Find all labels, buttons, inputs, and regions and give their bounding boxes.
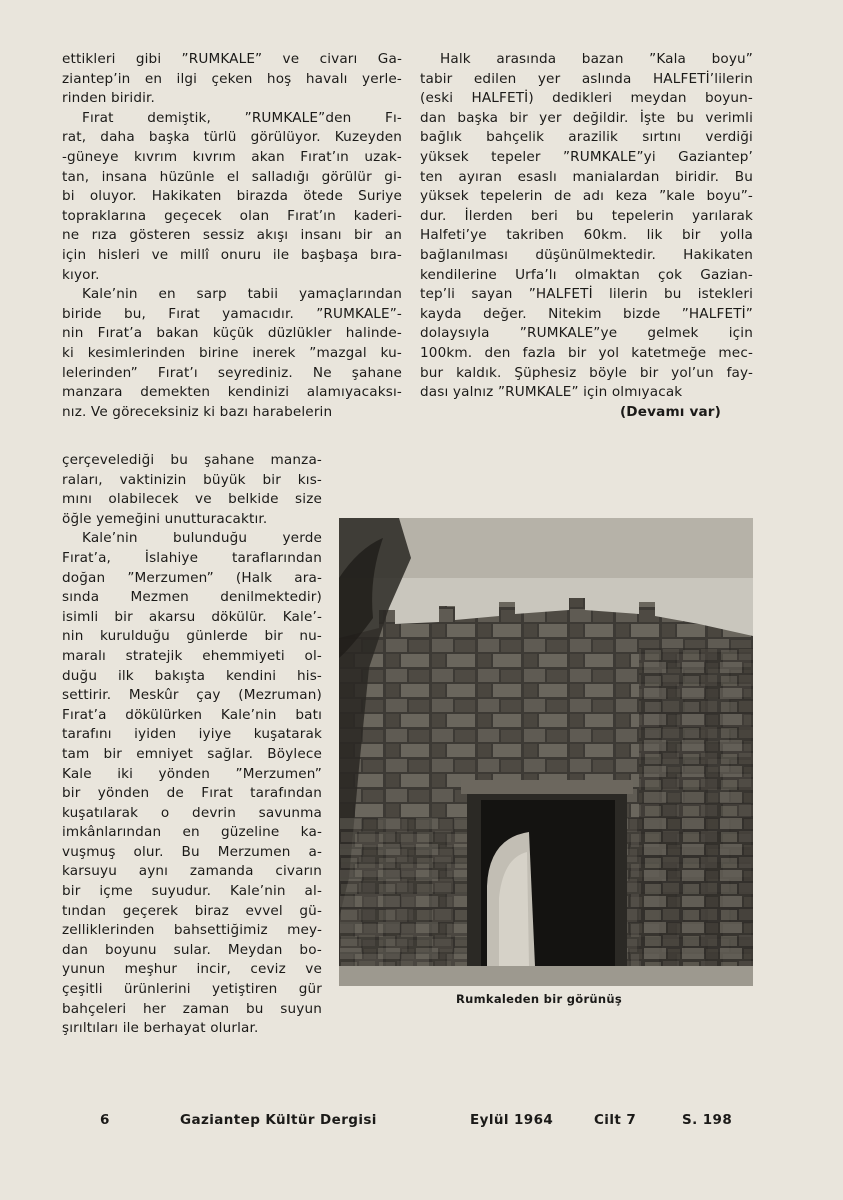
left-column-line: topraklarına geçecek olan Fırat’ın kaderi- bbox=[62, 207, 402, 224]
narrow-column-line: tından geçerek biraz evvel gü- bbox=[62, 902, 322, 919]
left-column-line: biride bu, Fırat yamacıdır. ”RUMKALE”- bbox=[62, 305, 402, 322]
left-column-line: manzara demekten kendinizi alamıyacaksı- bbox=[62, 384, 402, 401]
right-column-line: bağlanılması düşünülmektedir. Hakikaten bbox=[420, 246, 753, 263]
narrow-column-line: Kale iki yönden ”Merzumen” bbox=[62, 765, 322, 782]
page-footer bbox=[0, 1112, 843, 1136]
issue-number: S. 198 bbox=[682, 1112, 733, 1128]
narrow-column-line: duğu ilk bakışta kendini his- bbox=[62, 667, 322, 684]
narrow-column-line: öğle yemeğini unutturacaktır. bbox=[62, 510, 268, 527]
right-column-line: (eski HALFETİ) dedikleri meydan boyun- bbox=[420, 90, 753, 107]
narrow-column-line: mını olabilecek ve belkide size bbox=[62, 491, 322, 508]
narrow-column-line: çeşitli ürünlerini yetiştiren gür bbox=[62, 981, 322, 998]
narrow-column-line: şırıltıları ile berhayat olurlar. bbox=[62, 1020, 259, 1037]
left-column-line: rat, daha başka türlü görülüyor. Kuzeyden bbox=[62, 129, 402, 146]
right-column-line: bağlık bahçelik arazilik sırtını verdiği bbox=[420, 129, 753, 146]
journal-title: Gaziantep Kültür Dergisi bbox=[180, 1112, 377, 1128]
narrow-column-line: imkânlarından en güzeline ka- bbox=[62, 824, 322, 841]
left-column-line: lelerinden” Fırat’ı seyrediniz. Ne şahane bbox=[62, 364, 402, 381]
rumkale-photo bbox=[339, 518, 753, 986]
narrow-column-line: dan boyunu sular. Meydan bo- bbox=[62, 941, 322, 958]
narrow-column-line: karsuyu aynı zamanda civarın bbox=[62, 863, 322, 880]
right-column-line: bur kaldık. Şüphesiz böyle bir yol’un fay- bbox=[420, 364, 753, 381]
photo-caption: Rumkaleden bir görünüş bbox=[455, 992, 623, 1006]
right-column-line: dur. İlerden beri bu tepelerin yarılarak bbox=[420, 207, 753, 224]
narrow-column-line: sında Mezmen denilmektedir) bbox=[62, 589, 322, 606]
article-column-right bbox=[420, 50, 753, 422]
right-column-line: dan başka bir yer değildir. İşte bu verimli bbox=[420, 109, 753, 126]
narrow-column-line: nin kurulduğu günlerde bir nu- bbox=[62, 628, 322, 645]
left-column-line: rinden biridir. bbox=[62, 90, 155, 107]
left-column-line: bi oluyor. Hakikaten birazda ötede Suriye bbox=[62, 188, 402, 205]
right-column-line: dası yalnız ”RUMKALE” için olmıyacak bbox=[420, 384, 683, 401]
article-column-left-narrow bbox=[62, 451, 322, 1039]
page-number: 6 bbox=[100, 1112, 110, 1128]
left-column-line: ettikleri gibi ”RUMKALE” ve civarı Ga- bbox=[62, 51, 402, 67]
right-column-line: kendilerine Urfa’lı olmaktan çok Gazian- bbox=[420, 266, 753, 283]
left-column-line: nız. Ve göreceksiniz ki bazı harabelerin bbox=[62, 403, 333, 420]
narrow-column-line: yunun meşhur incir, ceviz ve bbox=[62, 961, 322, 978]
narrow-column-line: bir içme suyudur. Kale’nin al- bbox=[62, 883, 322, 900]
left-column-line: nin Fırat’a bakan küçük düzlükler halinde- bbox=[62, 325, 402, 342]
right-column-line: Halfeti’ye takriben 60km. lik bir yolla bbox=[420, 227, 753, 244]
right-column-line: dolaysıyla ”RUMKALE”ye gelmek için bbox=[420, 325, 753, 342]
narrow-column-line: Fırat’a, İslahiye taraflarından bbox=[62, 549, 322, 566]
narrow-column-line: bir yönden de Fırat tarafından bbox=[62, 785, 322, 802]
article-column-left bbox=[62, 50, 402, 422]
issue-date: Eylül 1964 bbox=[470, 1112, 554, 1128]
left-column-line: için hisleri ve millî onuru ile başbaşa bıra- bbox=[62, 246, 402, 263]
narrow-column-line: çerçevelediği bu şahane manza- bbox=[62, 452, 322, 468]
left-column-line: Fırat demiştik, ”RUMKALE”den Fı- bbox=[82, 109, 402, 126]
left-column-line: ziantep’in en ilgi çeken hoş havalı yerle- bbox=[62, 70, 402, 87]
left-column-line: tan, insana hüzünle el salladığı görülür gi- bbox=[62, 168, 402, 185]
left-column-line: -güneye kıvrım kıvrım akan Fırat’ın uzak- bbox=[62, 148, 402, 165]
right-column-line: kayda değer. Nitekim bizde ”HALFETİ” bbox=[420, 305, 753, 322]
left-column-line: ne rıza gösteren sessiz akışı insanı bir an bbox=[62, 227, 402, 244]
right-column-line: yüksek tepelerin de adı keza ”kale boyu”- bbox=[420, 188, 753, 205]
narrow-column-line: doğan ”Merzumen” (Halk ara- bbox=[62, 569, 322, 586]
narrow-column-line: tam bir emniyet sağlar. Böylece bbox=[62, 745, 322, 762]
right-column-line: tabir edilen yer aslında HALFETİ’lilerin bbox=[420, 70, 753, 87]
right-column-line: tep’li sayan ”HALFETİ lilerin bu istekleri bbox=[420, 286, 753, 303]
continued-note: (Devamı var) bbox=[619, 403, 721, 420]
narrow-column-line: vuşmuş olur. Bu Merzumen a- bbox=[62, 843, 322, 860]
narrow-column-line: Fırat’a dökülürken Kale’nin batı bbox=[62, 706, 322, 723]
left-column-line: kıyor. bbox=[62, 266, 100, 283]
right-column-line: yüksek tepeler ”RUMKALE”yi Gaziantep’ bbox=[420, 148, 753, 165]
narrow-column-line: isimli bir akarsu dökülür. Kale’- bbox=[62, 608, 322, 625]
narrow-column-line: bahçeleri her zaman bu suyun bbox=[62, 1000, 322, 1017]
narrow-column-line: maralı stratejik ehemmiyeti ol- bbox=[62, 647, 322, 664]
volume-number: Cilt 7 bbox=[594, 1112, 637, 1128]
narrow-column-line: zelliklerinden bahsettiğimiz mey- bbox=[62, 922, 322, 939]
left-column-line: ki kesimlerinden birine inerek ”mazgal ku- bbox=[62, 344, 402, 361]
right-column-line: 100km. den fazla bir yol katetmeğe mec- bbox=[420, 344, 753, 361]
narrow-column-line: tarafını iyiden iyiye kuşatarak bbox=[62, 726, 322, 743]
right-column-line: Halk arasında bazan ”Kala boyu” bbox=[440, 51, 753, 67]
narrow-column-line: settirir. Meskûr çay (Mezruman) bbox=[62, 687, 322, 704]
right-column-line: ten ayıran esaslı manialardan biridir. Bu bbox=[420, 168, 753, 185]
left-column-line: Kale’nin en sarp tabii yamaçlarından bbox=[82, 286, 402, 303]
narrow-column-line: kuşatılarak o devrin savunma bbox=[62, 804, 322, 821]
narrow-column-line: raları, vaktinizin büyük bir kıs- bbox=[62, 471, 322, 488]
narrow-column-line: Kale’nin bulunduğu yerde bbox=[82, 530, 322, 547]
